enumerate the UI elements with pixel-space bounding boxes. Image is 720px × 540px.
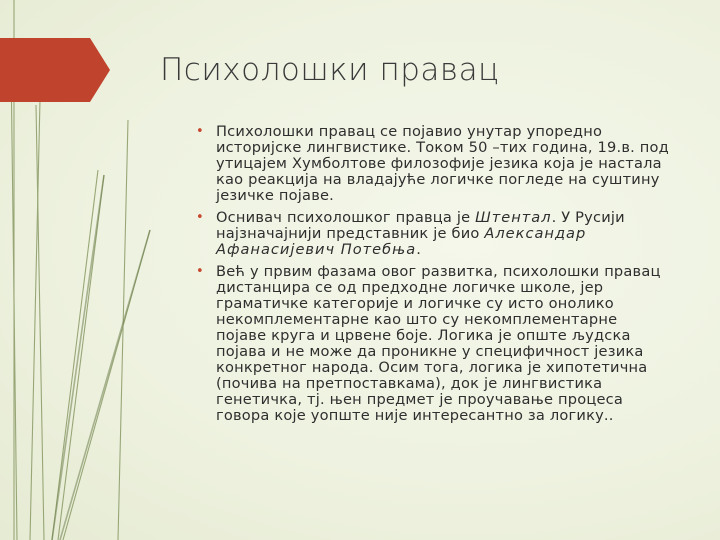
bullet-list: [196, 124, 670, 424]
bullet-item: [196, 210, 670, 258]
bullet-text: Психолошки правац се појавио унутар упоредно историјске лингвистике. Током 50 –тих година, 19.в. под утицајем Хумболтове филозофије језика која је настала као реакција на владајуће логичке погледе на суштину језичке појаве.: [216, 123, 669, 204]
bullet-item: [196, 264, 670, 424]
bullet-item: [196, 124, 670, 204]
slide-title: Психолошки правац: [160, 52, 500, 88]
bullet-text-segment: .: [416, 241, 422, 258]
title-accent-banner: [0, 38, 110, 102]
bullet-text-segment: . У Русији најзначајнији представник је био: [216, 209, 625, 242]
bullet-text: Већ у првим фазама овог развитка, психолошки правац дистанцира се од предходне логичке школе, јер граматичке категорије и логичке су исто онолико некомплементарне као што су некомплементарне појаве круга и црвене боје. Логика је опште људска појава и не може да проникне у специфичност језика конкретног народа. Осим тога, логика је хипотетична (почива на претпоставкама), док је лингвистика генетичка, тј. њен предмет је проучавање процеса говора које уопште није интересантно за логику..: [216, 263, 661, 424]
emphasis-name: Штентал: [475, 209, 552, 226]
arrow-bullet-icon: •: [196, 210, 204, 225]
slide-content: [196, 124, 670, 430]
arrow-bullet-icon: •: [196, 264, 204, 279]
emphasis-name: Александар Афанасијевич Потебња: [216, 225, 587, 258]
arrow-bullet-icon: •: [196, 124, 204, 139]
bullet-text: [216, 209, 625, 258]
bullet-text-segment: Оснивач психолошког правца је: [216, 209, 476, 226]
